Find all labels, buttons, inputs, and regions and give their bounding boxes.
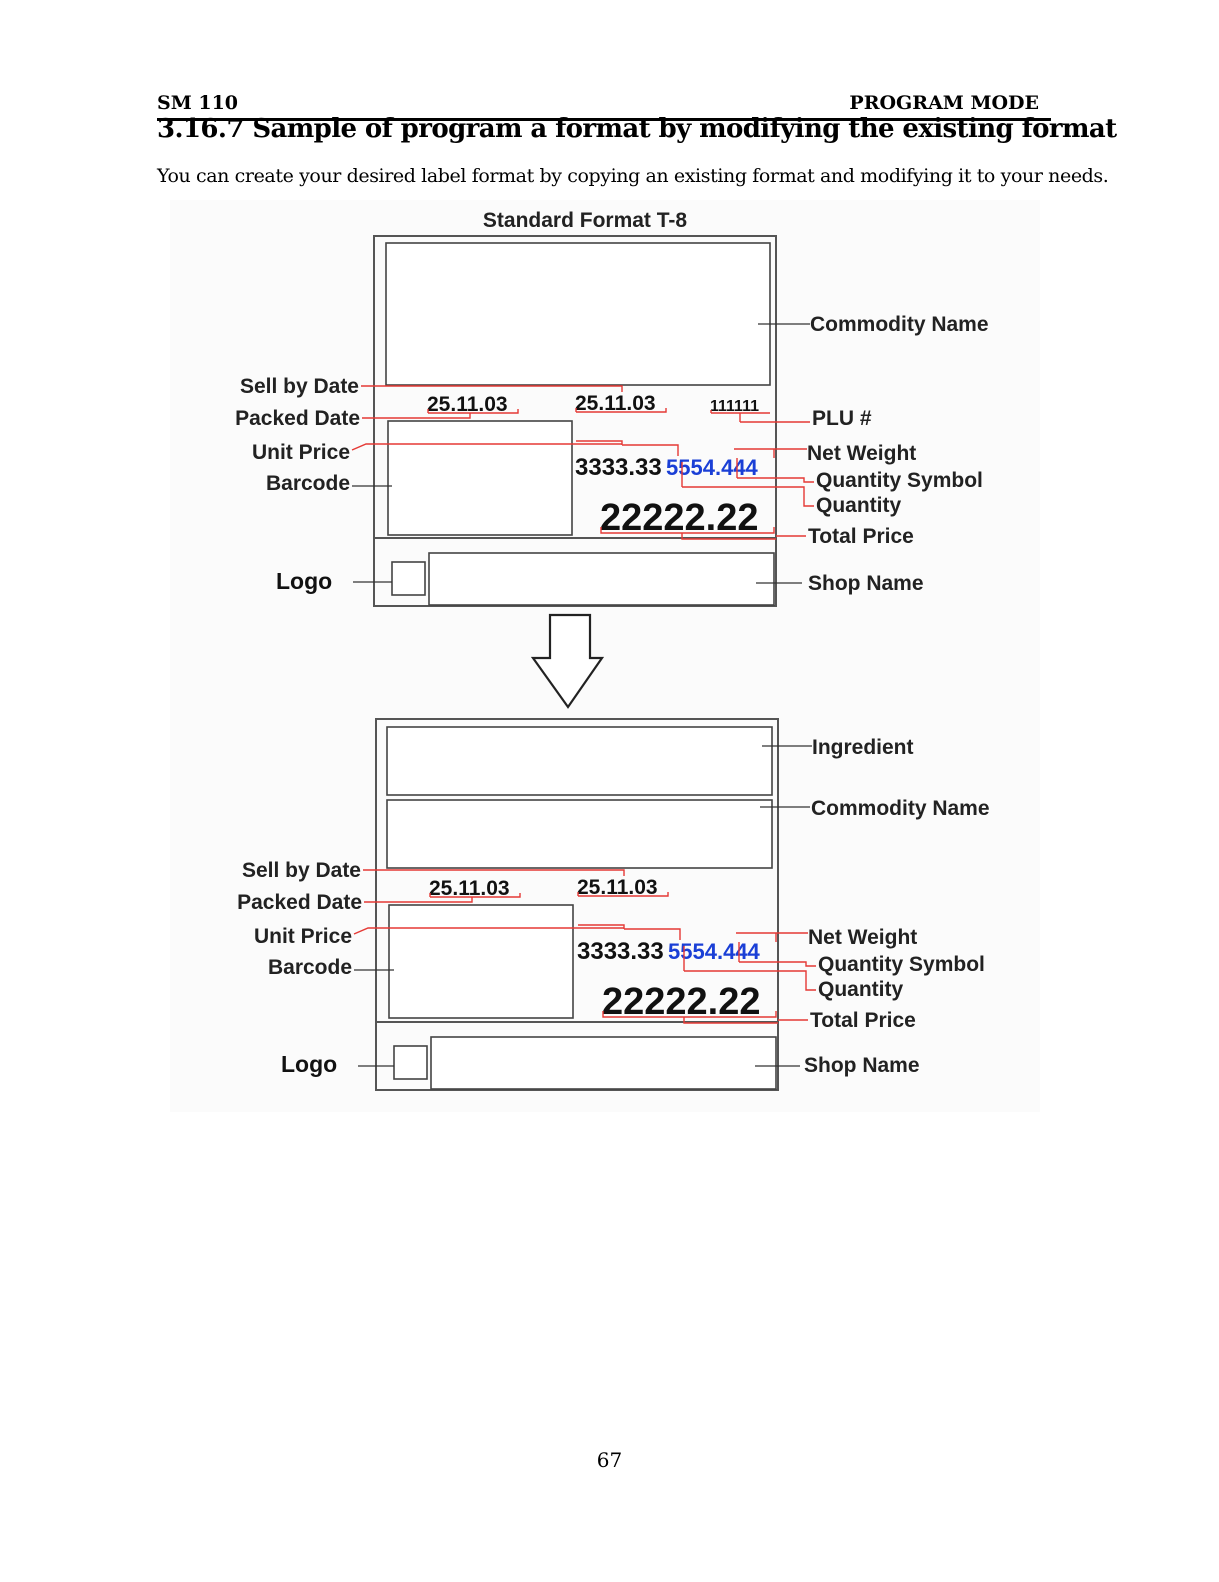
top-commodity-name-label: Commodity Name xyxy=(810,313,989,336)
figure-title: Standard Format T-8 xyxy=(482,209,688,232)
top-logo-box xyxy=(392,562,425,595)
top-total-price-value: 22222.22 xyxy=(600,497,759,539)
top-quantity-label: Quantity xyxy=(816,494,902,517)
label-format-figure xyxy=(170,200,1040,1112)
top-barcode-box xyxy=(388,421,572,535)
top-total-price-label: Total Price xyxy=(808,525,914,548)
top-sell-by-date-value: 25.11.03 xyxy=(575,392,656,415)
top-quantity-symbol-value: 55 xyxy=(678,455,703,480)
top-unit-price-value: 3333.33 xyxy=(575,454,662,481)
header-model: SM 110 xyxy=(157,92,239,114)
bottom-unit-price-value: 3333.33 xyxy=(577,938,664,965)
bottom-sell-by-date-value: 25.11.03 xyxy=(577,876,658,899)
bottom-total-price-label: Total Price xyxy=(810,1009,916,1032)
top-label-format xyxy=(235,236,988,606)
bottom-sell-by-date-label: Sell by Date xyxy=(241,859,361,882)
bottom-total-price-value: 22222.22 xyxy=(602,981,761,1023)
bottom-unit-price-label: Unit Price xyxy=(253,925,352,948)
svg-text:5554.444 xyxy=(668,939,761,964)
top-quantity-symbol-label: Quantity Symbol xyxy=(816,469,983,492)
top-unit-price-label: Unit Price xyxy=(251,441,350,464)
bottom-quantity-symbol-label: Quantity Symbol xyxy=(818,953,985,976)
bottom-quantity-label: Quantity xyxy=(818,978,904,1001)
bottom-packed-date-label: Packed Date xyxy=(237,891,362,914)
top-net-weight-value: 4.444 xyxy=(702,455,758,480)
bottom-barcode-label: Barcode xyxy=(267,956,352,979)
top-plu-label: PLU # xyxy=(812,407,872,430)
bottom-ingredient-box xyxy=(387,727,772,795)
bottom-logo-label: Logo xyxy=(281,1051,338,1077)
top-sell-by-date-label: Sell by Date xyxy=(239,375,359,398)
down-arrow-icon xyxy=(533,615,602,707)
top-packed-date-label: Packed Date xyxy=(235,407,360,430)
bottom-packed-date-value: 25.11.03 xyxy=(429,877,510,900)
top-shop-name-label: Shop Name xyxy=(808,572,924,595)
bottom-net-weight-value: 4.444 xyxy=(704,939,760,964)
bottom-shop-name-label: Shop Name xyxy=(804,1054,920,1077)
bottom-ingredient-label: Ingredient xyxy=(812,736,914,759)
top-net-weight-label: Net Weight xyxy=(807,442,917,465)
intro-paragraph: You can create your desired label format by copying an existing format and modifying it to your needs. xyxy=(157,165,1109,187)
bottom-net-weight-label: Net Weight xyxy=(808,926,918,949)
section-title: 3.16.7 Sample of program a format by modifying the existing format xyxy=(157,114,1117,144)
top-commodity-box xyxy=(386,243,770,385)
header-chapter: PROGRAM MODE xyxy=(849,92,1039,114)
bottom-commodity-box xyxy=(387,800,772,868)
top-plu-value: 111111 xyxy=(710,398,759,415)
page-number: 67 xyxy=(596,1448,623,1472)
bottom-logo-box xyxy=(394,1046,427,1079)
bottom-commodity-name-label: Commodity Name xyxy=(811,797,990,820)
bottom-quantity-symbol-value: 55 xyxy=(680,939,705,964)
top-logo-label: Logo xyxy=(276,568,333,594)
top-quantity-value: 5 xyxy=(666,455,679,480)
bottom-shop-name-box xyxy=(431,1037,776,1089)
top-barcode-label: Barcode xyxy=(265,472,350,495)
top-packed-date-value: 25.11.03 xyxy=(427,393,508,416)
svg-text:5554.444 xyxy=(666,455,759,480)
top-shop-name-box xyxy=(429,553,774,605)
bottom-label-format xyxy=(237,719,989,1090)
bottom-barcode-box xyxy=(389,905,573,1018)
bottom-quantity-value: 5 xyxy=(668,939,681,964)
